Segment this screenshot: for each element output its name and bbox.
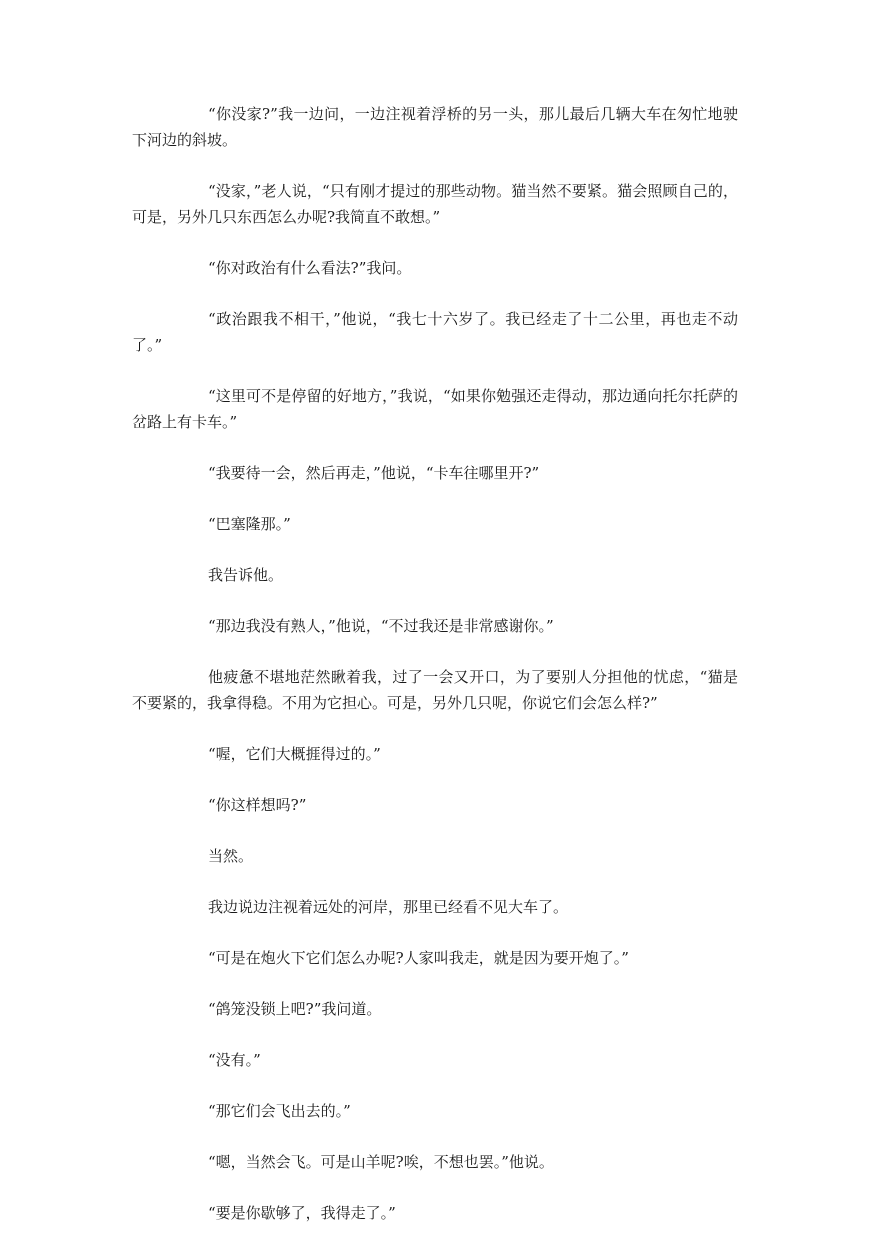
paragraph: “没有。”	[208, 1051, 261, 1069]
paragraph: “你这样想吗?”	[208, 796, 307, 814]
paragraph: “没家，”老人说，“只有刚才提过的那些动物。猫当然不要紧。猫会照顾自己的，可是，另外几只东西怎么办呢?我简直不敢想。”	[132, 182, 738, 226]
paragraph: “这里可不是停留的好地方，”我说，“如果你勉强还走得动，那边通向托尔托萨的岔路上有卡车。”	[132, 387, 738, 431]
paragraph: “嗯，当然会飞。可是山羊呢?唉，不想也罢。”他说。	[208, 1153, 554, 1171]
document-body	[132, 101, 738, 1251]
paragraph: “喔，它们大概捱得过的。”	[208, 745, 381, 763]
paragraph: “那边我没有熟人，”他说，“不过我还是非常感谢你。”	[208, 617, 554, 635]
paragraph: 他疲惫不堪地茫然瞅着我，过了一会又开口，为了要别人分担他的忧虑，“猫是不要紧的，我拿得稳。不用为它担心。可是，另外几只呢，你说它们会怎么样?”	[132, 668, 738, 712]
paragraph: “你没家?”我一边问，一边注视着浮桥的另一头，那儿最后几辆大车在匆忙地驶下河边的斜坡。	[132, 105, 738, 149]
paragraph: “政治跟我不相干，”他说，“我七十六岁了。我已经走了十二公里，再也走不动了。”	[132, 310, 738, 354]
paragraph: “鸽笼没锁上吧?”我问道。	[208, 1000, 382, 1018]
paragraph: “要是你歇够了，我得走了。”	[208, 1204, 396, 1222]
paragraph: “那它们会飞出去的。”	[208, 1102, 351, 1120]
paragraph: 我边说边注视着远处的河岸，那里已经看不见大车了。	[208, 898, 569, 916]
paragraph: 我告诉他。	[208, 566, 284, 584]
paragraph: “你对政治有什么看法?”我问。	[208, 259, 412, 277]
paragraph: “可是在炮火下它们怎么办呢?人家叫我走，就是因为要开炮了。”	[208, 949, 629, 967]
paragraph: 当然。	[208, 847, 254, 865]
paragraph: “巴塞隆那。”	[208, 515, 291, 533]
paragraph: “我要待一会，然后再走，”他说，“卡车往哪里开?”	[208, 464, 540, 482]
